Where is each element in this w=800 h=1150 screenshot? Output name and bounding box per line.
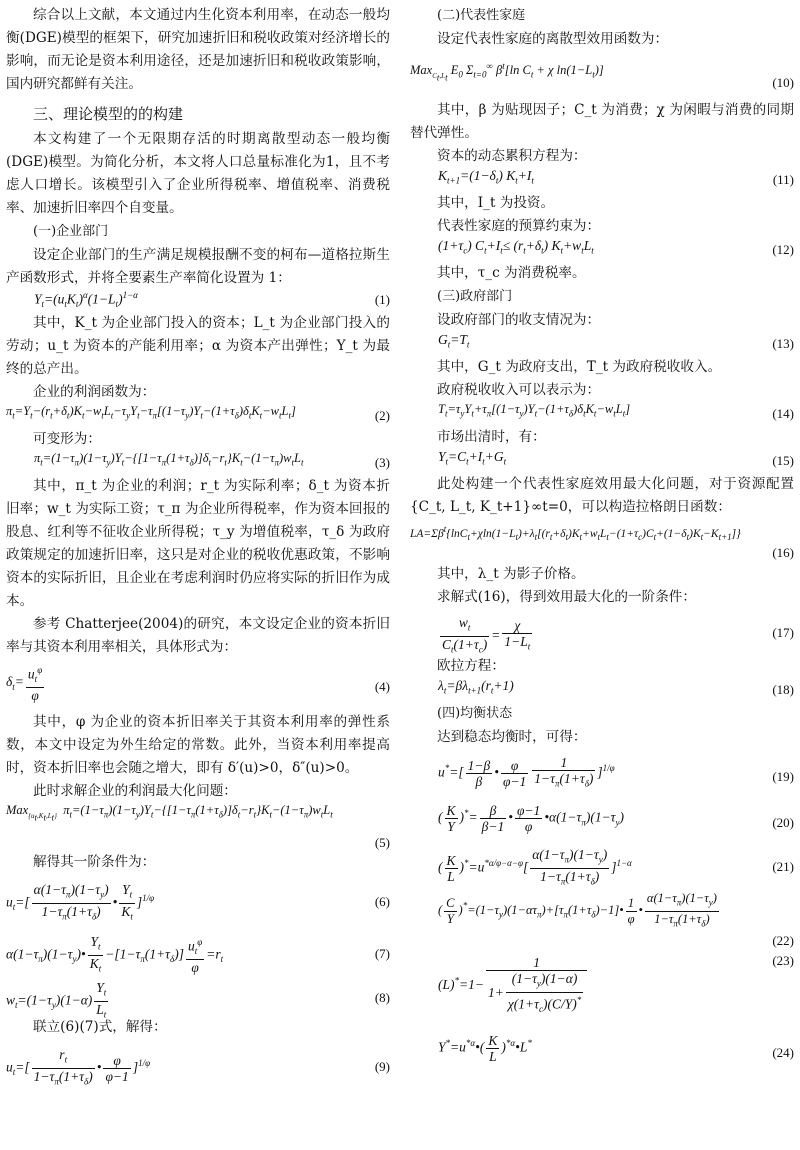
- equation-number: (4): [374, 679, 390, 694]
- paragraph: 其中，K_t 为企业部门投入的资本；L_t 为企业部门投入的劳动；u_t 为资本的产能利用率；α 为资本产出弹性；Y_t 为最终的总产出。: [6, 315, 390, 377]
- paragraph: 其中，G_t 为政府支出，T_t 为政府税收收入。: [437, 359, 722, 375]
- equation-number: (16): [772, 545, 794, 560]
- subsection-heading: (二)代表性家庭: [437, 8, 526, 23]
- paragraph: 解得其一阶条件为：: [33, 854, 156, 870]
- equation-14: $T_t=\tau_yY_t+\tau_\pi[(1-\tau_y)Y_t-(1+\tau_\delta)\delta_tK_t-w_tL_t]$ (14): [438, 402, 794, 421]
- equation-number: (10): [772, 75, 794, 90]
- equation-number: (24): [772, 1045, 794, 1060]
- paragraph: 欧拉方程：: [437, 658, 505, 674]
- equation-3: $\pi_t=(1-\tau_\pi)(1-\tau_y)Y_t-\{[1-\tau_\pi(1+\tau_\delta)]\delta_t-r_t\}K_t-(1-\tau_\pi)w_tL_t$ (3): [34, 451, 390, 470]
- paragraph: 其中，I_t 为投资。: [437, 195, 555, 211]
- equation-number: (23): [772, 953, 794, 968]
- paragraph: 企业的利润函数为：: [33, 384, 156, 400]
- equation-11: $K_{t+1}=(1-\delta_t)$ $K_t+I_t$ (11): [438, 168, 794, 187]
- equation-20: ( $\frac{K}{Y}$ )*= $\frac{\beta}{\beta-1}$ • $\frac{\varphi-1}{\varphi}$ $•\alpha(1-\tau_\pi)(1-\tau_y)$ (20): [438, 803, 794, 834]
- equation-12: $(1+\tau_c)$ $C_t+I_t\le (r_t+\delta_t)$ $K_t+w_tL_t$ (12): [438, 238, 794, 257]
- equation-4: $\delta_t=$ $\frac{u_t^\varphi}{\varphi}$ (4): [6, 665, 390, 704]
- paragraph: 其中，β 为贴现因子；C_t 为消费；χ 为闲暇与消费的同期替代弹性。: [410, 102, 794, 141]
- equation-18: $\lambda_t=\beta\lambda_{t+1}(r_t+1)$ (18): [438, 678, 794, 697]
- equation-number: (19): [772, 769, 794, 784]
- equation-number: (15): [772, 453, 794, 468]
- equation-13: $G_t=T_t$ (13): [438, 332, 794, 351]
- left-column: [6, 4, 390, 1091]
- equation-number: (17): [772, 625, 794, 640]
- equation-10: Max$_{C_t,L_t}$ $E_0$ $\Sigma_{t=0}^\infty$ $\beta^t[\ln$ $C_t + \chi$ $\ln(1-L_t)$] (10): [410, 61, 794, 90]
- paragraph: 参考 Chatterjee(2004)的研究，本文设定企业的资本折旧率与其资本利用率相关，具体形式为：: [6, 616, 390, 655]
- equation-5: Max$_{\{u_t,K_t,L_t\}}$ $\pi_t=(1-\tau_\pi)(1-\tau_y)Y_t-\{[1-\tau_\pi(1+\tau_\delta)]\delta_t-r_t\}K_t-(1-\tau_\pi)w_tL_t$ (5): [6, 803, 390, 850]
- equation-17: $\frac{w_t}{C_t(1+\tau_c)}$ = $\frac{\chi}{1-L_t}$ (17): [442, 615, 794, 655]
- paragraph: 设政府部门的收支情况为：: [437, 312, 601, 328]
- equation-16: $LA=\Sigma\beta^t\{\ln C_t+\chi\ln(1-L_t)+\lambda_t[(r_t+\delta_t)K_t+w_tL_t-(1+\tau_c)C_t+(1-\delta_t)K_t-K_{t+1}]\}$ (16): [410, 524, 794, 560]
- paragraph: 设定企业部门的生产满足规模报酬不变的柯布—道格拉斯生产函数形式，并将全要素生产率简化设置为 1：: [6, 247, 390, 286]
- subsection-heading: (四)均衡状态: [437, 706, 513, 721]
- equation-2: $\pi_t=Y_t-(r_t+\delta_t)K_t-w_tL_t-\tau_yY_t-\tau_\pi[(1-\tau_y)Y_t-(1+\tau_\delta)\delta_tK_t-w_tL_t]$ (2): [6, 404, 390, 423]
- equation-22: ( $\frac{C}{Y}$ )$^*=(1-\tau_y)(1-\alpha\tau_\pi)+[\tau_\pi(1+\tau_\delta)-1]•$ $\frac{1}{\varphi}$ • $\frac{\alpha(1-\tau_\pi)(1-\tau_y)}{1-\tau_\pi(1+\tau_\delta)}$ (22): [438, 891, 794, 948]
- equation-number: (7): [374, 946, 390, 961]
- equation-number: (18): [772, 682, 794, 697]
- paragraph: 代表性家庭的预算约束为：: [437, 218, 601, 234]
- equation-number: (21): [772, 859, 794, 874]
- equation-number: (3): [374, 455, 390, 470]
- equation-21: ( $\frac{K}{L}$ )$^*=u^{*\alpha/\varphi-\alpha-\varphi}$[ $\frac{\alpha(1-\tau_\pi)(1-\tau_y)}{1-\tau_\pi(1+\tau_\delta)}$ ]$^{1-\alpha}$ (21): [438, 847, 794, 887]
- paragraph: 设定代表性家庭的离散型效用函数为：: [437, 31, 669, 47]
- equation-number: (13): [772, 336, 794, 351]
- equation-number: (2): [374, 408, 390, 423]
- paragraph: 求解式(16)，得到效用最大化的一阶条件：: [437, 589, 696, 605]
- equation-7: $\alpha(1-\tau_\pi)(1-\tau_y)•$ $\frac{Y_t}{K_t}$ $-[1-\tau_\pi(1+\tau_\delta)]$ $\frac{u_t^\varphi}{\varphi}$ $=r_t$ (7): [6, 934, 390, 976]
- equation-number: (22): [772, 933, 794, 948]
- equation-8: $w_t=(1-\tau_y)(1-\alpha)$ $\frac{Y_t}{L_t}$ (8): [6, 980, 390, 1020]
- equation-9: $u_t=$[ $\frac{r_t}{1-\tau_\pi(1+\tau_\delta)}$ • $\frac{\varphi}{\varphi-1}$ ]$^{1/\varphi}$ (9): [6, 1047, 390, 1087]
- right-column: [410, 4, 794, 1073]
- paragraph: 市场出清时，有：: [437, 429, 546, 445]
- paragraph: 其中，π_t 为企业的利润；r_t 为实际利率；δ_t 为资本折旧率；w_t 为实际工资；τ_π 为企业所得税率，作为资本回报的股息、红利等不征收企业所得税；τ_y 为增值税率，τ_δ 为政府政策规定的加速折旧率，这只是对企业的税收优惠政策，不影响资本的实际折旧，且企业在考虑利润时仍应将实际的折旧作为成本。: [6, 478, 390, 609]
- equation-number: (5): [374, 835, 390, 850]
- paragraph: 可变形为：: [33, 431, 101, 447]
- paragraph: 综合以上文献，本文通过内生化资本利用率，在动态一般均衡(DGE)模型的框架下，研究加速折旧和税收政策对经济增长的影响，而无论是资本利用途径，还是加速折旧和税收政策影响，国内研究都鲜有关注。: [6, 7, 390, 92]
- equation-number: (12): [772, 242, 794, 257]
- paragraph: 其中，φ 为企业的资本折旧率关于其资本利用率的弹性系数，本文中设定为外生给定的常数。此外，当资本利用率提高时，资本折旧率也会随之增大，即有 δ′(u)>0，δ″(u)>0。: [6, 714, 390, 776]
- equation-24: $Y^*=u^{*\alpha}•$( $\frac{K}{L}$ )$^{*\alpha}$•L* (24): [438, 1033, 794, 1064]
- paragraph: 其中，λ_t 为影子价格。: [437, 566, 585, 582]
- paragraph: 联立(6)(7)式，解得：: [33, 1019, 167, 1035]
- paragraph: 其中，τ_c 为消费税率。: [437, 265, 586, 281]
- equation-number: (9): [374, 1059, 390, 1074]
- equation-19: u*=[ $\frac{1-\beta}{\beta}$ • $\frac{\varphi}{\varphi-1}$ $\frac{1}{1-\tau_\pi(1+\tau_\delta)}$ ]$^{1/\varphi}$ (19): [438, 755, 794, 789]
- equation-number: (8): [374, 990, 390, 1005]
- paragraph: 本文构建了一个无限期存活的时期离散型动态一般均衡(DGE)模型。为简化分析，本文将人口总量标准化为1，且不考虑人口增长。该模型引入了企业所得税率、增值税率、消费税率、加速折旧率四个自变量。: [6, 131, 390, 216]
- equation-number: (11): [772, 172, 794, 187]
- paragraph: 此时求解企业的利润最大化问题：: [33, 783, 237, 799]
- equation-number: (14): [772, 406, 794, 421]
- subsection-heading: (三)政府部门: [437, 289, 513, 304]
- paragraph: 资本的动态累积方程为：: [437, 148, 587, 164]
- equation-number: (6): [374, 894, 390, 909]
- equation-1: $Y_t=(u_tK_t)^\alpha(1-L_t)^{1-\alpha}$ (1): [34, 290, 390, 310]
- section-heading: 三、理论模型的的构建: [33, 105, 184, 123]
- equation-number: (1): [374, 292, 390, 307]
- paragraph: 政府税收收入可以表示为：: [437, 382, 601, 398]
- equation-number: (20): [772, 815, 794, 830]
- paragraph: 达到稳态均衡时，可得：: [437, 729, 587, 745]
- paragraph: 此处构建一个代表性家庭效用最大化问题，对于资源配置{C_t, L_t, K_t+1}∞t=0，可以构造拉格朗日函数：: [410, 476, 794, 515]
- equation-15: $Y_t=C_t+I_t+G_t$ (15): [438, 449, 794, 468]
- equation-6: $u_t=$[ $\frac{\alpha(1-\tau_\pi)(1-\tau_y)}{1-\tau_\pi(1+\tau_\delta)}$ • $\frac{Y_t}{K_t}$ ]$^{1/\varphi}$ (6): [6, 882, 390, 922]
- subsection-heading: (一)企业部门: [33, 224, 109, 239]
- equation-23: (L)*=1− 1 1+ $\frac{(1-\tau_y)(1-\alpha)}{\chi(1+\tau_c)(C/Y)^*}$ (23): [438, 953, 794, 1014]
